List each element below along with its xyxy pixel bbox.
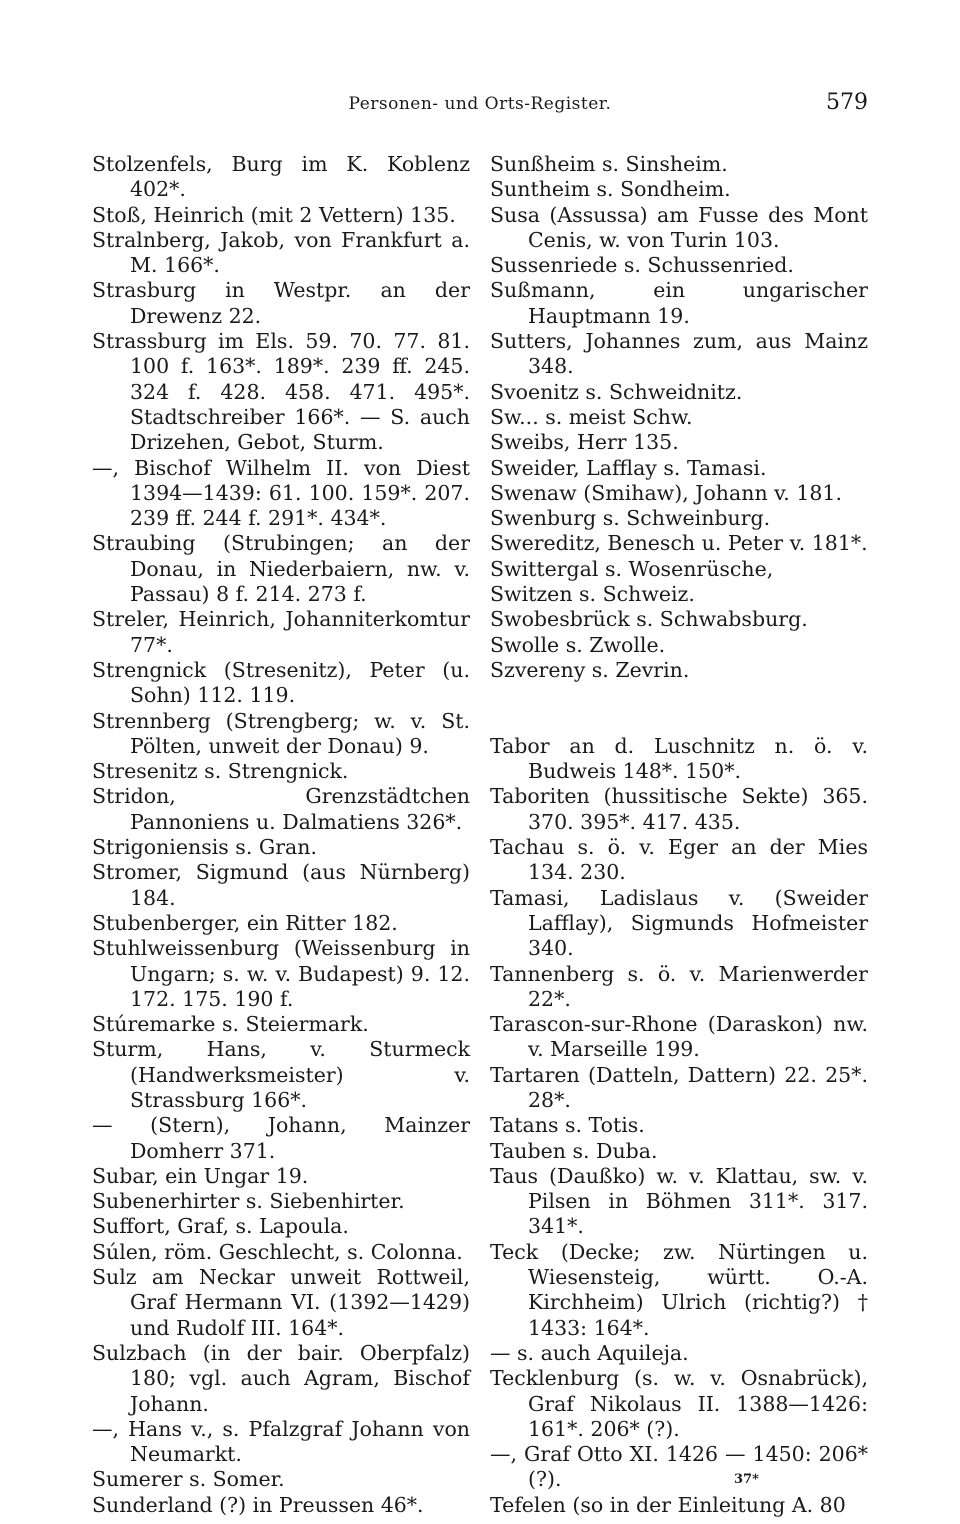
index-entry: Sulz am Neckar unweit Rottweil, Graf Hermann VI. (1392—1429) und Rudolf III. 164*.	[92, 1265, 470, 1340]
index-entry: Stolzenfels, Burg im K. Koblenz 402*.	[92, 152, 470, 202]
index-entry: —, Hans v., s. Pfalzgraf Johann von Neumarkt.	[92, 1416, 470, 1467]
index-entry: Sweibs, Herr 135.	[490, 430, 679, 455]
index-entry: Sweider, Lafflay s. Tamasi.	[490, 455, 767, 480]
index-entry: Switzen s. Schweiz.	[490, 582, 695, 607]
index-entry: Stuhlweissenburg (Weissenburg in Ungarn; s. w. v. Budapest) 9. 12. 172. 175. 190 f.	[92, 936, 470, 1011]
section-gap	[490, 683, 868, 734]
index-entry: Suffort, Graf, s. Lapoula.	[92, 1214, 349, 1239]
index-entry: Sumerer s. Somer.	[92, 1467, 285, 1492]
right-column	[490, 152, 868, 1518]
running-head: Personen- und Orts-Register.	[348, 94, 612, 114]
index-entry: Sturm, Hans, v. Sturmeck (Handwerksmeister) v. Strassburg 166*.	[92, 1037, 470, 1112]
index-entry: — s. auch Aquileja.	[490, 1340, 689, 1365]
page-number: 579	[826, 90, 868, 115]
index-entry: Taus (Daußko) w. v. Klattau, sw. v. Pilsen in Böhmen 311*. 317. 341*.	[490, 1163, 868, 1239]
index-entry: Tartaren (Datteln, Dattern) 22. 25*. 28*.	[490, 1062, 868, 1112]
index-entry: Tachau s. ö. v. Eger an der Mies 134. 230.	[490, 835, 868, 885]
index-entry: Sutters, Johannes zum, aus Mainz 348.	[490, 329, 868, 379]
index-entry: Swobesbrück s. Schwabsburg.	[490, 607, 808, 632]
index-entry: Súlen, röm. Geschlecht, s. Colonna.	[92, 1239, 463, 1264]
index-entry: Stoß, Heinrich (mit 2 Vettern) 135.	[92, 202, 456, 227]
index-entry: Tecklenburg (s. w. v. Osnabrück), Graf Nikolaus II. 1388—1426: 161*. 206* (?).	[490, 1366, 868, 1441]
index-entry: Tarascon-sur-Rhone (Daraskon) nw. v. Marseille 199.	[490, 1012, 868, 1062]
index-entry: Swenburg s. Schweinburg.	[490, 506, 771, 531]
index-entry: Tabor an d. Luschnitz n. ö. v. Budweis 148*. 150*.	[490, 733, 868, 784]
index-entry: Strigoniensis s. Gran.	[92, 835, 317, 860]
index-entry: Stubenberger, ein Ritter 182.	[92, 910, 398, 935]
index-entry: Sunderland (?) in Preussen 46*.	[92, 1492, 424, 1517]
index-entry: Streler, Heinrich, Johanniterkomtur 77*.	[92, 607, 470, 657]
index-entry: Stromer, Sigmund (aus Nürnberg) 184.	[92, 860, 470, 910]
index-entry: Szvereny s. Zevrin.	[490, 657, 690, 682]
index-entry: Swenaw (Smihaw), Johann v. 181.	[490, 480, 842, 505]
index-entry: Strassburg im Els. 59. 70. 77. 81. 100 f. 163*. 189*. 239 ff. 245. 324 f. 428. 458. 471. 495*. Stadtschreiber 166*. — S. auch Drizehen, Gebot, Sturm.	[92, 329, 470, 455]
index-entry: Swittergal s. Wosenrüsche,	[490, 556, 774, 581]
index-entry: Tatans s. Totis.	[490, 1113, 645, 1138]
index-entry: Stralnberg, Jakob, von Frankfurt a. M. 166*.	[92, 227, 470, 278]
index-entry: Stresenitz s. Strengnick.	[92, 759, 349, 784]
index-entry: Swolle s. Zwolle.	[490, 632, 666, 657]
index-entry: —, Graf Otto XI. 1426 — 1450: 206* (?).	[490, 1442, 868, 1492]
index-entry: Stúremarke s. Steiermark.	[92, 1012, 369, 1037]
index-entry: Strengnick (Stresenitz), Peter (u. Sohn) 112. 119.	[92, 657, 470, 708]
index-entry: Suntheim s. Sondheim.	[490, 177, 731, 202]
index-entry: Stridon, Grenzstädtchen Pannoniens u. Dalmatiens 326*.	[92, 784, 470, 834]
index-entry: Sussenriede s. Schussenried.	[490, 253, 794, 278]
index-entry: Tauben s. Duba.	[490, 1138, 658, 1163]
index-entry: Tefelen (so in der Einleitung A. 80	[490, 1492, 846, 1517]
index-entry: Subenerhirter s. Siebenhirter.	[92, 1189, 405, 1214]
index-entry: Strasburg in Westpr. an der Drewenz 22.	[92, 278, 470, 328]
index-entry: Tannenberg s. ö. v. Marienwerder 22*.	[490, 961, 868, 1011]
index-entry: Sunßheim s. Sinsheim.	[490, 152, 728, 176]
index-entry: —, Bischof Wilhelm II. von Diest 1394—1439: 61. 100. 159*. 207. 239 ff. 244 f. 291*. 434*.	[92, 455, 470, 531]
index-entry: Swereditz, Benesch u. Peter v. 181*.	[490, 531, 868, 556]
index-entry: Subar, ein Ungar 19.	[92, 1163, 309, 1188]
index-entry: — (Stern), Johann, Mainzer Domherr 371.	[92, 1113, 470, 1163]
index-entry: Taboriten (hussitische Sekte) 365. 370. 395*. 417. 435.	[490, 784, 868, 834]
page-header	[92, 90, 868, 130]
index-entry: Sulzbach (in der bair. Oberpfalz) 180; vgl. auch Agram, Bischof Johann.	[92, 1340, 470, 1416]
index-entry: Svoenitz s. Schweidnitz.	[490, 379, 743, 404]
index-entry: Susa (Assussa) am Fusse des Mont Cenis, w. von Turin 103.	[490, 202, 868, 252]
index-entry: Sußmann, ein ungarischer Hauptmann 19.	[490, 278, 868, 328]
left-column	[92, 152, 470, 1518]
signature-mark: 37*	[734, 1472, 759, 1487]
index-entry: Teck (Decke; zw. Nürtingen u. Wiesensteig, württ. O.-A. Kirchheim) Ulrich (richtig?) † 1433: 164*.	[490, 1239, 868, 1340]
index-entry: Sw... s. meist Schw.	[490, 404, 693, 429]
index-entry: Tamasi, Ladislaus v. (Sweider Lafflay), Sigmunds Hofmeister 340.	[490, 885, 868, 961]
index-entry: Strennberg (Strengberg; w. v. St. Pölten, unweit der Donau) 9.	[92, 708, 470, 758]
index-entry: Straubing (Strubingen; an der Donau, in Niederbaiern, nw. v. Passau) 8 f. 214. 273 f.	[92, 531, 470, 607]
